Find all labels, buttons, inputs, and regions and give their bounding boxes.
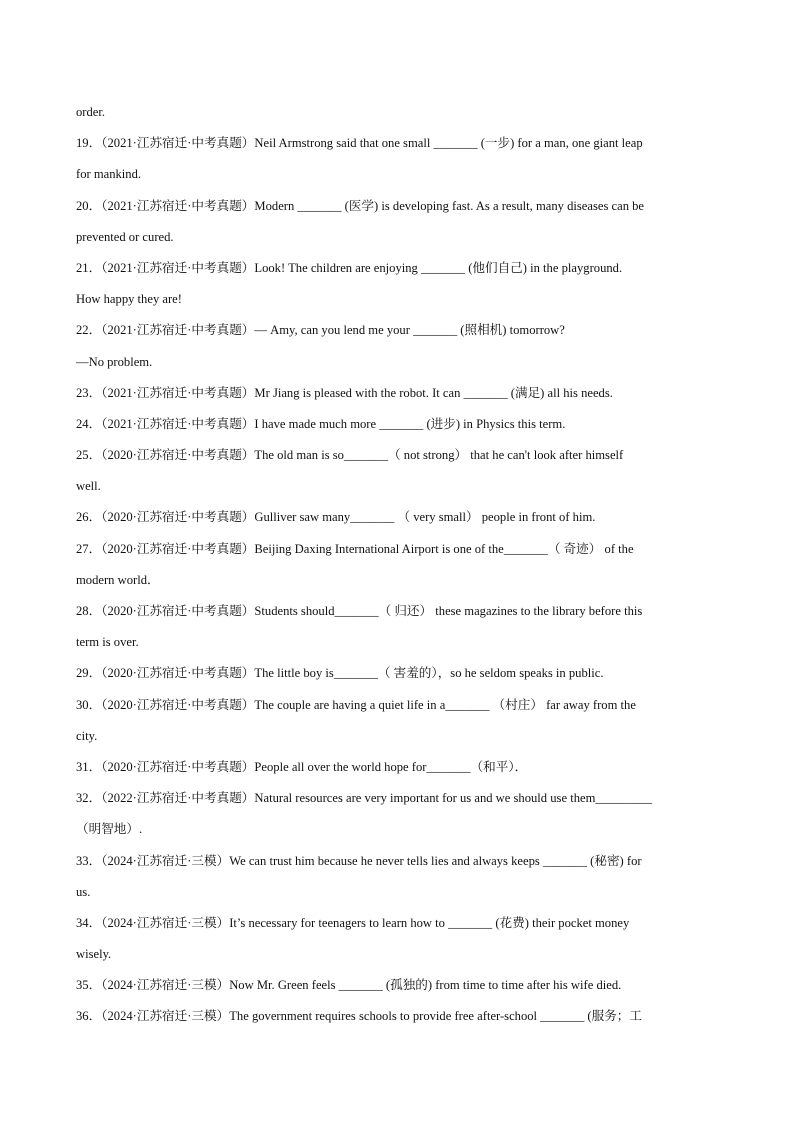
question-19: 19．（2021·江苏宿迁·中考真题）Neil Armstrong said that one small _______ (一步) for a man, one giant leap	[76, 136, 643, 151]
text-line: for mankind.	[76, 167, 142, 182]
text-line: term is over.	[76, 635, 139, 650]
question-36: 36．（2024·江苏宿迁·三模）The government requires schools to provide free after-school _______ (服务；工	[76, 1009, 642, 1024]
question-32: 32．（2022·江苏宿迁·中考真题）Natural resources are very important for us and we should use them_________	[76, 791, 653, 806]
question-21: 21．（2021·江苏宿迁·中考真题）Look! The children are enjoying _______ (他们自己) in the playground.	[76, 260, 623, 275]
text-line: prevented or cured.	[76, 229, 174, 244]
question-26: 26．（2020·江苏宿迁·中考真题）Gulliver saw many_______ （ very small） people in front of him.	[76, 510, 596, 525]
document-page	[76, 100, 720, 1036]
text-line: modern world．	[76, 572, 160, 587]
question-25: 25．（2020·江苏宿迁·中考真题）The old man is so_______（ not strong） that he can't look after himself	[76, 448, 624, 463]
question-28: 28．（2020·江苏宿迁·中考真题）Students should_______（ 归还） these magazines to the library before this	[76, 604, 643, 618]
text-line: us.	[76, 884, 91, 899]
question-20: 20．（2021·江苏宿迁·中考真题）Modern _______ (医学) is developing fast. As a result, many diseases can be	[76, 198, 645, 213]
text-line: （明智地）.	[76, 822, 143, 837]
text-line: —No problem.	[76, 354, 153, 369]
text-line: city.	[76, 728, 98, 743]
question-31: 31．（2020·江苏宿迁·中考真题）People all over the world hope for_______（和平）．	[76, 759, 528, 774]
question-29: 29．（2020·江苏宿迁·中考真题）The little boy is_______（ 害羞的），so he seldom speaks in public.	[76, 666, 604, 681]
text-line: wisely.	[76, 947, 112, 962]
question-30: 30．（2020·江苏宿迁·中考真题）The couple are having a quiet life in a_______ （村庄） far away from the	[76, 697, 636, 712]
question-22: 22．（2021·江苏宿迁·中考真题）— Amy, can you lend me your _______ (照相机) tomorrow?	[76, 323, 565, 338]
text-line: well.	[76, 479, 101, 494]
text-line: How happy they are!	[76, 292, 182, 307]
question-34: 34．（2024·江苏宿迁·三模）It’s necessary for teenagers to learn how to _______ (花费) their pocket money	[76, 915, 630, 930]
question-33: 33．（2024·江苏宿迁·三模）We can trust him because he never tells lies and always keeps _______ (秘密) for	[76, 853, 642, 868]
question-24: 24．（2021·江苏宿迁·中考真题）I have made much more _______ (进步) in Physics this term.	[76, 416, 566, 431]
text-line: order.	[76, 105, 106, 119]
question-23: 23．（2021·江苏宿迁·中考真题）Mr Jiang is pleased with the robot. It can _______ (满足) all his needs.	[76, 385, 613, 400]
question-27: 27．（2020·江苏宿迁·中考真题）Beijing Daxing International Airport is one of the_______（ 奇迹） of the	[76, 541, 634, 556]
question-35: 35．（2024·江苏宿迁·三模）Now Mr. Green feels _______ (孤独的) from time to time after his wife died.	[76, 978, 622, 993]
